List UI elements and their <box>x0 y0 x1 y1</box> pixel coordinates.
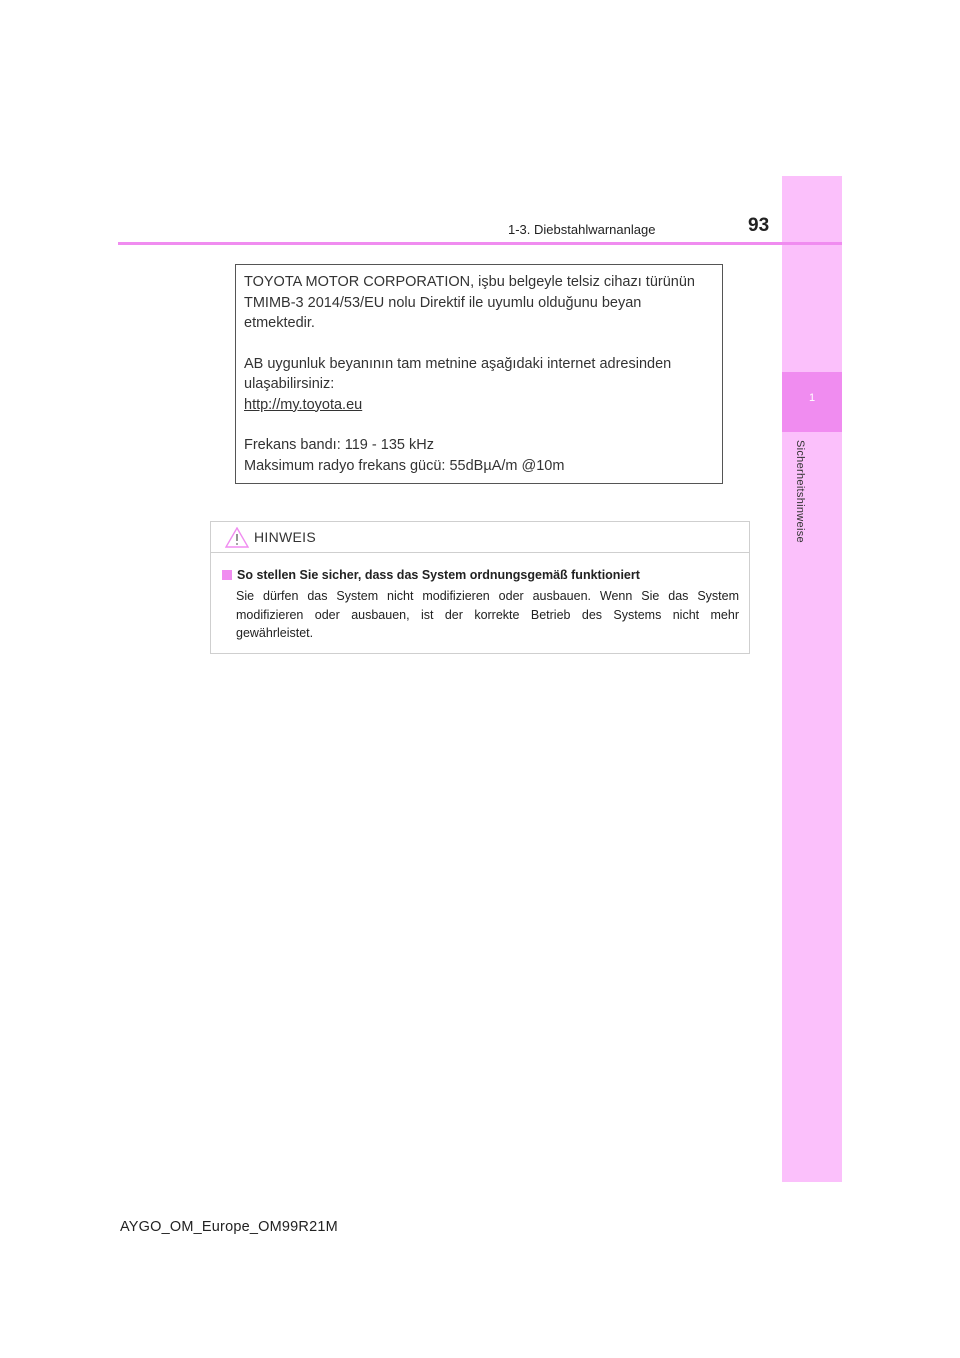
warning-triangle-icon <box>225 527 249 548</box>
chapter-number: 1 <box>808 392 816 404</box>
section-title: 1-3. Diebstahlwarnanlage <box>508 222 656 237</box>
side-chapter-tab <box>782 176 842 1182</box>
page-number: 93 <box>748 215 770 236</box>
turkish-declaration-box <box>235 264 723 484</box>
notice-label: HINWEIS <box>254 529 316 545</box>
notice-header <box>211 522 749 553</box>
toyota-link[interactable]: http://my.toyota.eu <box>244 396 363 413</box>
max-power: Maksimum radyo frekans gücü: 55dBµA/m @10m <box>244 457 565 474</box>
chapter-title: Sicherheitshinweise <box>794 440 806 543</box>
square-bullet-icon <box>222 570 232 580</box>
notice-text: Sie dürfen das System nicht modifizieren oder ausbauen. Wenn Sie das System modifizieren oder ausbauen, ist der korrekte Betrieb des Systems nicht mehr gewährleistet. <box>236 589 739 640</box>
notice-heading: So stellen Sie sicher, dass das System ordnungsgemäß funktioniert <box>222 566 739 584</box>
declaration-paragraph: TOYOTA MOTOR CORPORATION, işbu belgeyle telsiz cihazı türünün TMIMB-3 2014/53/EU nolu Direktif ile uyumlu olduğunu beyan etmektedir. <box>244 274 695 331</box>
frequency-band: Frekans bandı: 119 - 135 kHz <box>244 437 434 453</box>
footer-doc-id: AYGO_OM_Europe_OM99R21M <box>120 1219 338 1235</box>
conformity-paragraph: AB uygunluk beyanının tam metnine aşağıdaki internet adresinden ulaşabilirsiniz: <box>244 355 672 392</box>
header-rule <box>118 242 842 245</box>
notice-box <box>210 521 750 654</box>
